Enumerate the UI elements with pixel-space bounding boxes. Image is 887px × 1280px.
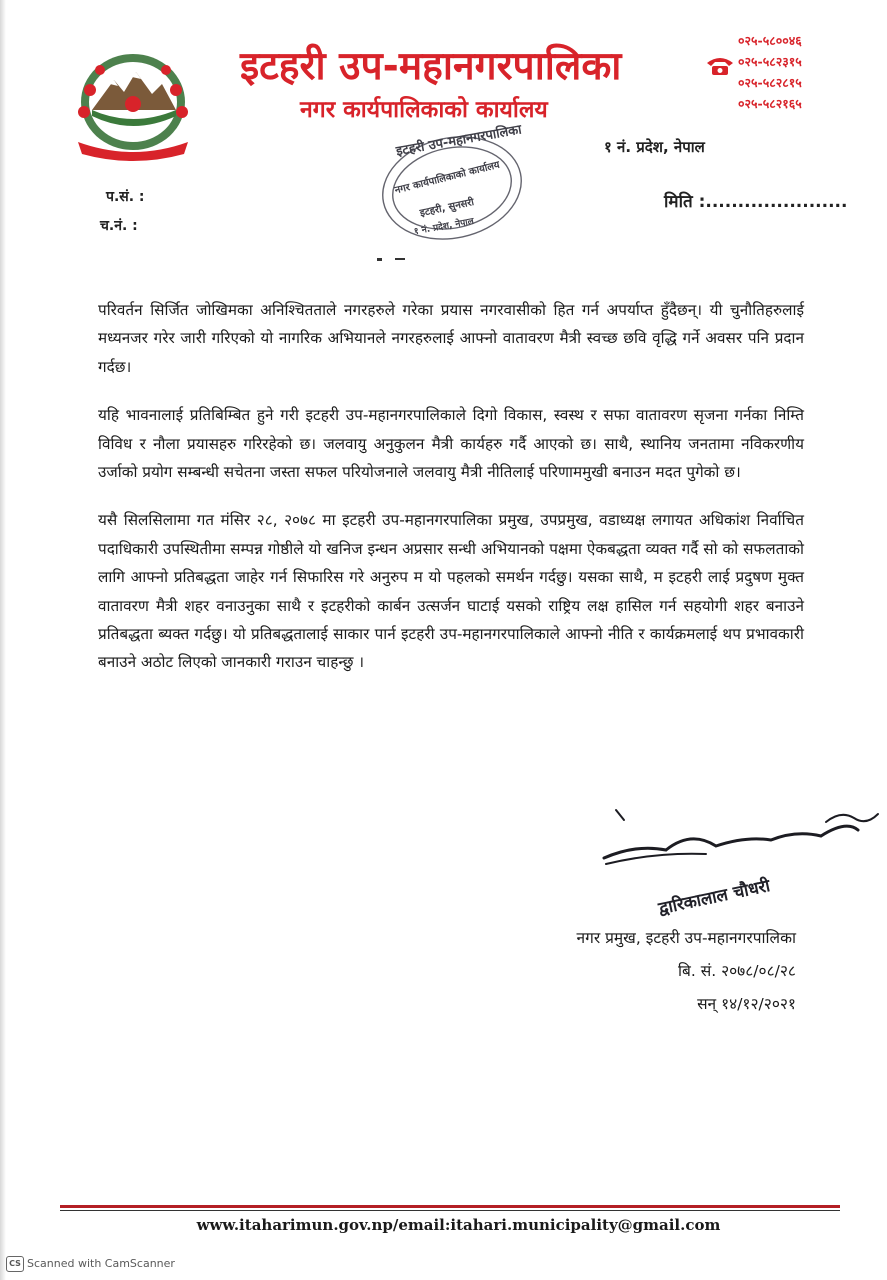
letterhead-title: इटहरी उप-महानगरपालिका	[240, 44, 622, 89]
footer-divider-black	[60, 1210, 840, 1211]
phone-number: ०२५-५८२१६५	[738, 96, 802, 111]
date-bs: बि. सं. २०७८/०८/२८	[678, 962, 796, 980]
camscanner-text: Scanned with CamScanner	[27, 1257, 175, 1270]
dispatch-number-label: च.नं. :	[100, 218, 138, 234]
official-stamp	[360, 118, 540, 246]
phone-number: ०२५-५८२८१५	[738, 75, 802, 90]
body-paragraph: परिवर्तन सिर्जित जोखिमका अनिश्चितताले नगरहरुले गरेका प्रयास नगरवासीको हित गर्न अपर्याप्त हुँदैछन्। यी चुनौतिहरुलाई मध्यनजर गरेर जारी गरिएको यो नागरिक अभियानले नगरहरुलाई आफ्नो वातावरण मैत्री स्वच्छ छवि वृद्धि गर्ने अवसर पनि प्रदान गर्दछ।	[98, 301, 804, 376]
body-paragraph: यसै सिलसिलामा गत मंसिर २८, २०७८ मा इटहरी उप-महानगरपालिका प्रमुख, उपप्रमुख, वडाध्यक्ष लगायत अधिकांश निर्वाचित पदाधिकारी उपस्थितीमा सम्पन्न गोष्ठीले यो खनिज इन्धन अप्रसार सन्धी अभियानको पक्षमा ऐकबद्धता व्यक्त गर्दै सो को सफलताको लागि आफ्नो प्रतिबद्धता जाहेर गर्न सिफारिस गरे अनुरुप म यो पहलको समर्थन गर्दछु। यसका साथै, म इटहरी लाई प्रदुषण मुक्त वातावरण मैत्री शहर वनाउनुका साथै र इटहरीको कार्बन उत्सर्जन घाटाई यसको राष्ट्रिय लक्ष हासिल गर्न सहयोगी शहर बनाउने प्रतिबद्धता ब्यक्त गर्दछु। यो प्रतिबद्धतालाई साकार पार्न इटहरी उप-महानगरपालिकाले आफ्नो नीति र कार्यक्रमलाई थप प्रभावकारी बनाउने अठोट लिएको जानकारी गराउन चाहन्छु ।	[98, 511, 804, 672]
letterhead-subtitle: नगर कार्यपालिकाको कार्यालय	[300, 97, 548, 123]
stamp-line: इटहरी उप-महानगरपालिका	[394, 122, 523, 160]
nepal-emblem-icon	[70, 50, 196, 162]
camscanner-logo: CS	[6, 1256, 24, 1272]
signatory-designation: नगर प्रमुख, इटहरी उप-महानगरपालिका	[576, 929, 796, 947]
page-edge-shadow	[0, 0, 6, 1280]
stamp-line: नगर कार्यपालिकाको कार्यालय	[393, 159, 501, 197]
handwritten-signature	[596, 800, 886, 920]
phone-numbers	[738, 30, 878, 114]
stamp-line: इटहरी, सुनसरी	[418, 196, 476, 220]
signatory-block	[496, 922, 796, 1021]
camscanner-watermark	[6, 1256, 175, 1272]
handwritten-name: द्वारिकालाल चौधरी	[656, 876, 772, 920]
phone-number: ०२५-५८२३१५	[738, 54, 802, 69]
phone-number: ०२५-५८००४६	[738, 33, 802, 48]
reference-number-label: प.सं. :	[106, 189, 145, 205]
stamp-line: १ नं. प्रदेश, नेपाल	[413, 216, 475, 238]
scan-specks	[375, 255, 415, 263]
date-label: मिति :......................	[664, 192, 848, 212]
body-paragraph: यहि भावनालाई प्रतिबिम्बित हुने गरी इटहरी उप-महानगरपालिकाले दिगो विकास, स्वस्थ र सफा वातावरण सृजना गर्नका निम्ति विविध र नौला प्रयासहरु गरिरहेको छ। जलवायु अनुकुलन मैत्री कार्यहरु गर्दै आएको छ। साथै, स्थानिय जनतामा नविकरणीय उर्जाको प्रयोग सम्बन्धी सचेतना जस्ता सफल परियोजनाले जलवायु मैत्री नीतिलाई परिणाममुखी बनाउन मदत पुगेको छ।	[98, 406, 804, 482]
province-address: १ नं. प्रदेश, नेपाल	[604, 138, 705, 156]
footer-contact: www.itaharimun.gov.np/email:itahari.municipality@gmail.com	[196, 1216, 721, 1234]
date-ad: सन् १४/१२/२०२१	[697, 995, 796, 1013]
telephone-icon	[705, 55, 735, 77]
letter-body	[98, 296, 804, 697]
footer-divider-red	[60, 1205, 840, 1208]
